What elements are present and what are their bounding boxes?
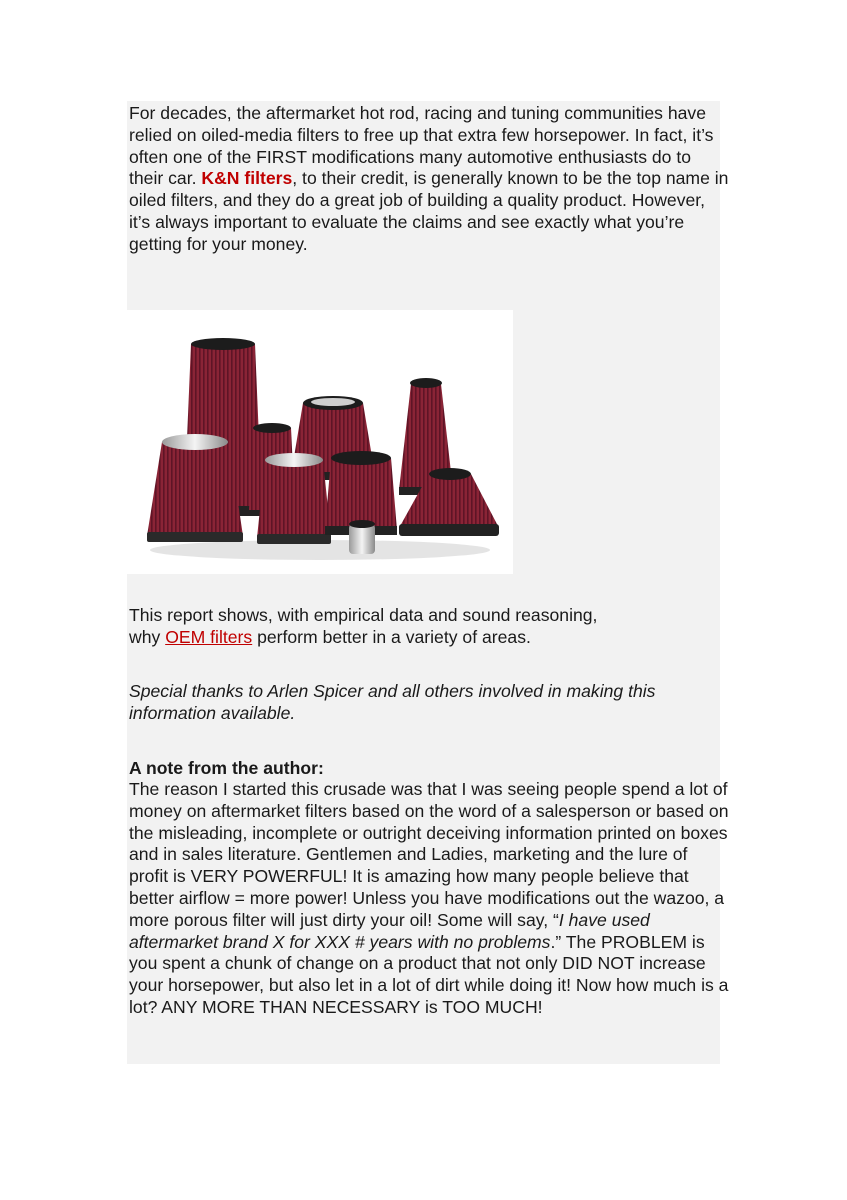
note-text-start: The reason I started this crusade was that I was seeing people spend a lot of money on aftermarket filters based on the word of a salesperson or based on the misleading, incomplete or outright deceiving information printed on boxes and in sales literature. Gentlemen and Ladies, marketing and the lure of profit is VERY POWERFUL! It is amazing how many people believe that better airflow = more power! Unless you have modifications out the wazoo, a more porous filter will just dirty your oil! Some will say, “ bbox=[129, 779, 729, 930]
thanks-paragraph: Special thanks to Arlen Spicer and all others involved in making this information available. bbox=[129, 681, 656, 723]
intro-text-end: , to their credit, is generally known to be the top name in oiled filters, and they do a great job of building a quality product. However, it’s always important to evaluate the claims and see exactly what you’re getting for your money. bbox=[129, 168, 729, 254]
filter-breather-small bbox=[349, 520, 375, 554]
report-line-1: This report shows, with empirical data and sound reasoning, bbox=[129, 605, 598, 625]
report-paragraph bbox=[129, 605, 729, 649]
intro-paragraph bbox=[129, 103, 729, 256]
air-filters-photo bbox=[127, 310, 513, 574]
air-filters-illustration bbox=[127, 310, 513, 574]
oem-filters-link[interactable]: OEM filters bbox=[165, 626, 253, 647]
note-quote: I have used aftermarket brand X for XXX # years with no problems bbox=[129, 909, 650, 952]
note-paragraph bbox=[129, 779, 729, 1019]
report-line-2-end: perform better in a variety of areas. bbox=[252, 626, 531, 647]
note-title: A note from the author: bbox=[129, 758, 324, 778]
report-line-2-start: why bbox=[129, 626, 166, 647]
filter-left-chrome-top bbox=[147, 434, 243, 542]
intro-text-start: For decades, the aftermarket hot rod, racing and tuning communities have relied on oiled-media filters to free up that extra few horsepower. In fact, it’s often one of the FIRST modifications many automotive enthusiasts do to their car. bbox=[129, 103, 714, 189]
kn-filters-link[interactable]: K&N filters bbox=[201, 168, 293, 189]
note-text-end: .” The PROBLEM is you spent a chunk of change on a product that not only DID NOT increase your horsepower, but also let in a lot of dirt while doing it! Now how much is a lot? ANY MORE THAN NECESSARY is TOO MUCH! bbox=[129, 931, 729, 1017]
filter-center-chrome-top bbox=[257, 453, 331, 544]
